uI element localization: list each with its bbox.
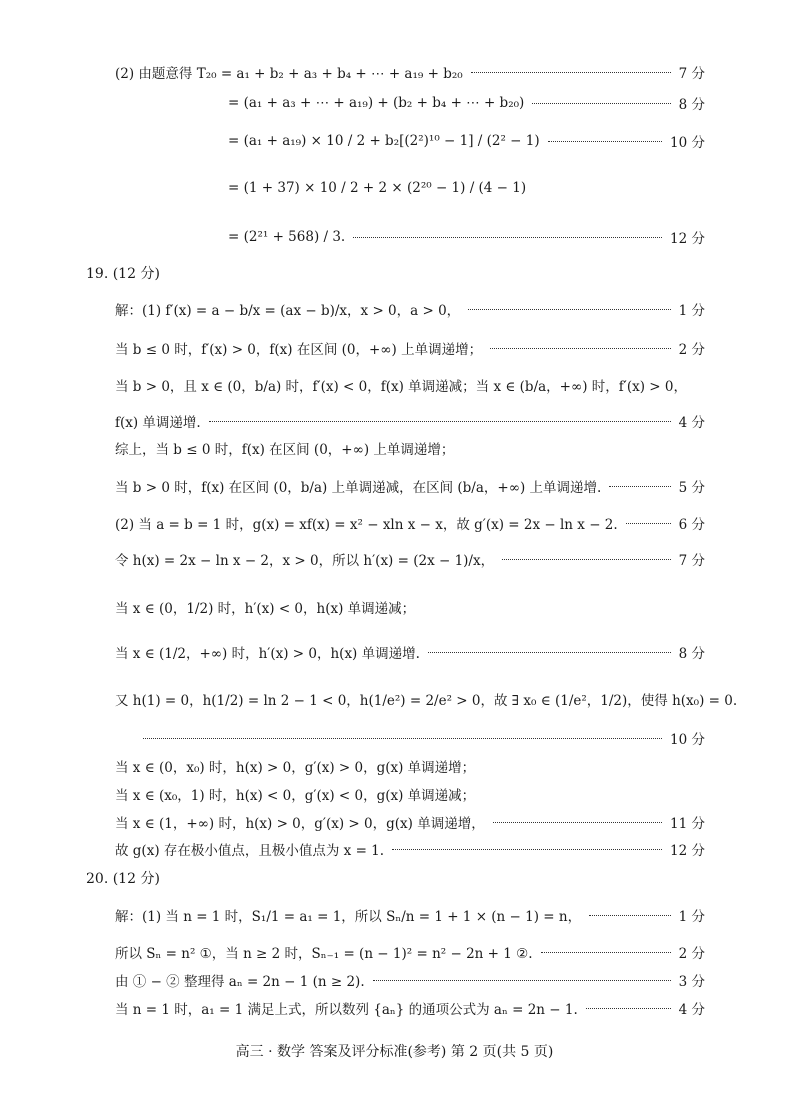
q19-line-7 [115,513,705,533]
score-label: 5 分 [678,480,705,496]
q19-line-9 [115,597,705,617]
q19-line-15 [115,812,705,832]
score-label: 4 分 [678,1002,705,1018]
line-text: (2) 当 a = b = 1 时，g(x) = xf(x) = x² − xln x − x，故 g′(x) = 2x − ln x − 2. [115,517,618,533]
score-label: 12 分 [670,231,705,247]
line-text: = (2²¹ + 568) / 3. [228,229,346,245]
q19-line-11 [115,689,738,709]
line-text: 当 b > 0 时，f(x) 在区间 (0，b/a) 上单调递减，在区间 (b/a，+∞) 上单调递增. [115,480,602,496]
dot-leader [490,348,671,349]
q19-line-16 [115,839,705,859]
score-label: 2 分 [678,946,705,962]
line-text: f(x) 单调递增. [115,415,201,431]
q18-line-4 [228,180,705,196]
dot-leader [586,1008,671,1009]
dot-leader [373,980,671,981]
dot-leader [353,237,662,238]
q19-line-14 [115,784,705,804]
score-label: 7 分 [678,553,705,569]
score-label: 10 分 [670,732,705,748]
q20-header: 20. (12 分) [86,871,160,887]
line-text: 解：(1) 当 n = 1 时，S₁/1 = a₁ = 1，所以 Sₙ/n = 1 + 1 × (n − 1) = n， [115,909,582,925]
q19-line-13 [115,756,705,776]
q19-line-3 [115,375,705,395]
line-text: 当 x ∈ (0，1/2) 时，h′(x) < 0，h(x) 单调递减； [115,601,416,617]
line-text: 所以 Sₙ = n² ①，当 n ≥ 2 时，Sₙ₋₁ = (n − 1)² = n² − 2n + 1 ②. [115,946,533,962]
score-label: 12 分 [670,843,705,859]
line-text: 当 x ∈ (1/2，+∞) 时，h′(x) > 0，h(x) 单调递增. [115,646,420,662]
q19-line-6 [115,476,705,496]
dot-leader [502,559,671,560]
line-text: 由 ① − ② 整理得 aₙ = 2n − 1 (n ≥ 2). [115,974,365,990]
line-text: 又 h(1) = 0，h(1/2) = ln 2 − 1 < 0，h(1/e²) = 2/e² > 0，故 ∃ x₀ ∈ (1/e²，1/2)，使得 h(x₀) = 0. [115,693,738,709]
line-text: 当 x ∈ (1，+∞) 时，h(x) > 0，g′(x) > 0，g(x) 单调递增， [115,816,485,832]
dot-leader [548,141,662,142]
line-text: = (1 + 37) × 10 / 2 + 2 × (2²⁰ − 1) / (4 − 1) [228,180,527,196]
q20-line-2 [115,942,705,962]
dot-leader [541,952,671,953]
q18-line-5 [228,227,705,247]
score-label: 1 分 [678,909,705,925]
dot-leader [626,523,671,524]
line-text: 当 n = 1 时，a₁ = 1 满足上式，所以数列 {aₙ} 的通项公式为 aₙ = 2n − 1. [115,1002,578,1018]
q18-line-1 [115,62,705,82]
score-label: 3 分 [678,974,705,990]
q19-line-2 [115,338,705,358]
q20-line-3 [115,970,705,990]
score-label: 1 分 [678,303,705,319]
dot-leader [209,421,671,422]
score-label: 7 分 [678,66,705,82]
score-label: 10 分 [670,135,705,151]
score-label: 8 分 [678,646,705,662]
dot-leader [589,915,671,916]
dot-leader [471,72,671,73]
q18-line-2 [228,93,705,113]
dot-leader [609,486,670,487]
q20-line-4 [115,998,705,1018]
score-label: 4 分 [678,415,705,431]
dot-leader [392,849,662,850]
q20-line-1 [115,905,705,925]
line-text: 当 x ∈ (x₀，1) 时，h(x) < 0，g′(x) < 0，g(x) 单调递减； [115,788,476,804]
dot-leader [532,103,670,104]
dot-leader [428,652,671,653]
line-text: 解：(1) f′(x) = a − b/x = (ax − b)/x，x > 0，a > 0， [115,303,461,319]
q19-line-5 [115,438,705,458]
dot-leader [468,309,670,310]
line-text: (2) 由题意得 T₂₀ = a₁ + b₂ + a₃ + b₄ + ⋯ + a₁₉ + b₂₀ [115,66,463,82]
line-text: 当 b > 0，且 x ∈ (0，b/a) 时，f′(x) < 0，f(x) 单调递减；当 x ∈ (b/a，+∞) 时，f′(x) > 0， [115,379,687,395]
line-text: 当 x ∈ (0，x₀) 时，h(x) > 0，g′(x) > 0，g(x) 单调递增； [115,760,476,776]
line-text: 当 b ≤ 0 时，f′(x) > 0，f(x) 在区间 (0，+∞) 上单调递增； [115,342,483,358]
score-label: 6 分 [678,517,705,533]
q19-header: 19. (12 分) [86,266,160,282]
page-footer: 高三 · 数学 答案及评分标准(参考) 第 2 页(共 5 页) [235,1044,554,1060]
line-text: = (a₁ + a₁₉) × 10 / 2 + b₂[(2²)¹⁰ − 1] / (2² − 1) [228,133,540,149]
q19-line-10 [115,642,705,662]
dot-leader [493,822,662,823]
line-text: 综上，当 b ≤ 0 时，f(x) 在区间 (0，+∞) 上单调递增； [115,442,455,458]
line-text: = (a₁ + a₃ + ⋯ + a₁₉) + (b₂ + b₄ + ⋯ + b₂₀) [228,95,525,111]
line-text: 令 h(x) = 2x − ln x − 2，x > 0，所以 h′(x) = (2x − 1)/x， [115,553,495,569]
dot-leader [143,738,662,739]
score-label: 11 分 [670,816,705,832]
q19-line-8 [115,549,705,569]
q19-line-12 [115,728,705,748]
q19-line-1 [115,299,705,319]
score-label: 2 分 [678,342,705,358]
line-text: 故 g(x) 存在极小值点，且极小值点为 x = 1. [115,843,385,859]
score-label: 8 分 [678,97,705,113]
q18-line-3 [228,131,705,151]
q19-line-4 [115,411,705,431]
